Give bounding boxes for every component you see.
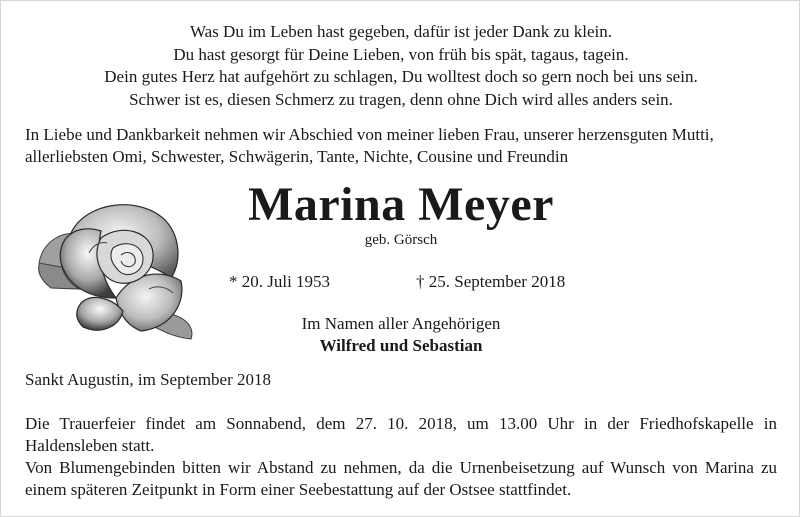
intro-line: In Liebe und Dankbarkeit nehmen wir Abschied von meiner lieben Frau, unserer herzensguten Mutti, <box>25 125 714 144</box>
memorial-poem <box>1 21 800 111</box>
poem-line: Schwer ist es, diesen Schmerz zu tragen, denn ohne Dich wird alles anders sein. <box>129 89 673 109</box>
place-and-date: Sankt Augustin, im September 2018 <box>25 370 272 389</box>
deceased-name: Marina Meyer <box>248 178 554 231</box>
maiden-name: geb. Görsch <box>364 232 438 248</box>
poem-line: Was Du im Leben hast gegeben, dafür ist jeder Dank zu klein. <box>189 22 613 41</box>
death-date: † 25. September 2018 <box>416 272 566 291</box>
on-behalf-line: Im Namen aller Angehörigen <box>301 314 501 333</box>
farewell-intro <box>25 124 785 168</box>
poem-line: Du hast gesorgt für Deine Lieben, von früh bis spät, tagaus, tagein. <box>173 44 629 64</box>
intro-line: allerliebsten Omi, Schwester, Schwägerin, Tante, Nichte, Cousine und Freundin <box>25 147 569 166</box>
mourners-names: Wilfred und Sebastian <box>319 336 483 355</box>
birth-date: * 20. Juli 1953 <box>229 272 331 291</box>
poem-line: Dein gutes Herz hat aufgehört zu schlagen, Du wolltest doch so gern noch bei uns sein. <box>104 67 698 86</box>
funeral-info: Die Trauerfeier findet am Sonnabend, dem 27. 10. 2018, um 13.00 Uhr in der Friedhofskapelle in Haldensleben statt. <box>25 414 777 455</box>
flowers-info: Von Blumengebinden bitten wir Abstand zu nehmen, da die Urnenbeisetzung auf Wunsch von Marina zu einem späteren Zeitpunkt in Form einer Seebestattung auf der Ostsee stattfindet. <box>25 458 777 499</box>
